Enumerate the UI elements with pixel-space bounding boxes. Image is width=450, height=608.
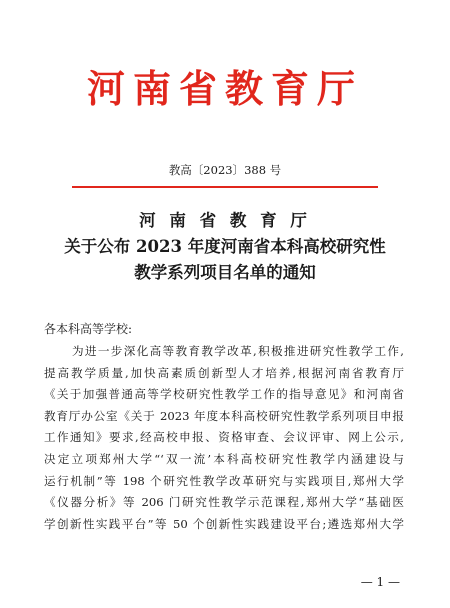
page-number: — 1 — — [360, 575, 400, 589]
title-subject-line-1: 关于公布 2023 年度河南省本科高校研究性 — [64, 237, 386, 256]
salutation: 各本科高等学校: — [44, 322, 133, 336]
body-line: 《关于加强普通高等学校研究性教学工作的指导意见》和河南省 — [44, 387, 404, 402]
body-line: 《仪器分析》等 206 门研究性教学示范课程,郑州大学“基础医 — [44, 495, 404, 510]
body-line: 工作通知》要求,经高校申报、资格审查、会议评审、网上公示, — [44, 430, 404, 445]
title-subject-line-2: 教学系列项目名单的通知 — [134, 263, 316, 282]
body-line: 学创新性实践平台”等 50 个创新性实践建设平台;遴选郑州大学 — [44, 516, 404, 531]
document-number: 教高〔2023〕388 号 — [168, 163, 282, 177]
body-line: 为进一步深化高等教育教学改革,积极推进研究性教学工作, — [72, 344, 404, 358]
body-line: 决定立项郑州大学“‘双一流’本科高校研究性教学内涵建设与 — [44, 451, 404, 466]
masthead-title: 河南省教育厅 — [86, 66, 363, 111]
body-line: 运行机制”等 198 个研究性教学改革研究与实践项目,郑州大学 — [44, 473, 404, 488]
header-divider — [72, 186, 378, 188]
title-issuer: 河 南 省 教 育 厅 — [139, 211, 311, 230]
body-line: 教育厅办公室《关于 2023 年度本科高校研究性教学系列项目申报 — [44, 408, 404, 423]
body-paragraph — [44, 341, 404, 535]
body-line: 提高教学质量,加快高素质创新型人才培养,根据河南省教育厅 — [44, 365, 404, 380]
